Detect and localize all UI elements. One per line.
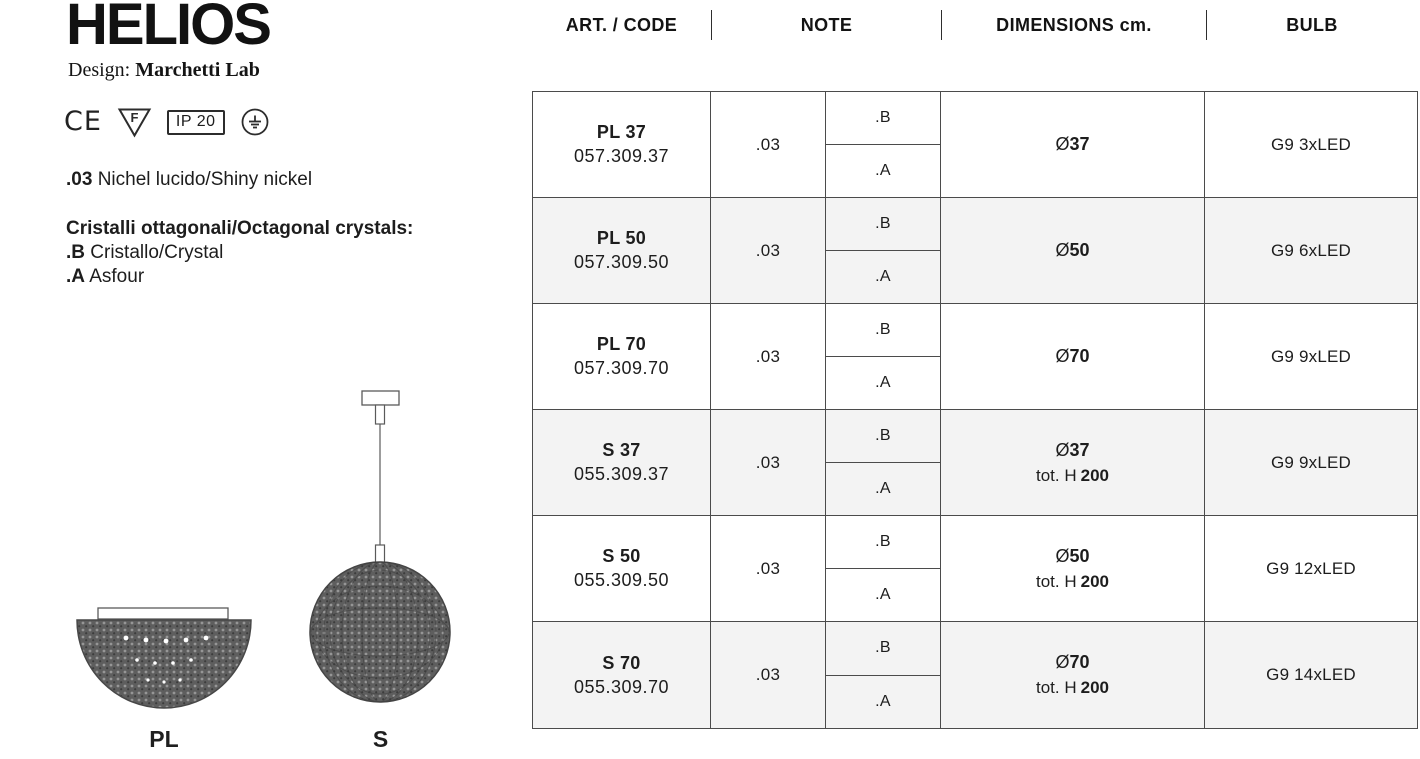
earth-ground-icon bbox=[240, 107, 270, 137]
article-name: S 50 bbox=[602, 546, 641, 566]
cell-bulb: G9 9xLED bbox=[1270, 346, 1352, 366]
header-dimensions: DIMENSIONS cm. bbox=[996, 14, 1152, 35]
finish-info bbox=[66, 169, 312, 191]
table-row bbox=[533, 410, 1417, 516]
diameter-symbol: Ø bbox=[1055, 346, 1070, 366]
crystal-option-bottom: .A bbox=[875, 162, 891, 179]
diameter-symbol: Ø bbox=[1055, 652, 1070, 672]
article-code: 057.309.70 bbox=[573, 358, 670, 378]
height-line bbox=[1036, 466, 1109, 486]
s-pendant-lamp-drawing bbox=[308, 386, 453, 716]
product-title: HELIOS bbox=[66, 0, 270, 57]
article-name: PL 50 bbox=[596, 228, 647, 248]
cell-note: .03 bbox=[711, 516, 826, 621]
cell-crystal-options bbox=[826, 198, 941, 303]
diameter-value: 70 bbox=[1069, 346, 1090, 366]
crystal-option-top: .B bbox=[826, 198, 940, 251]
cell-bulb: G9 9xLED bbox=[1270, 452, 1352, 472]
cell-note: .03 bbox=[711, 198, 826, 303]
cell-note: .03 bbox=[711, 304, 826, 409]
cell-crystal-options bbox=[826, 410, 941, 515]
crystal-option-bottom: .A bbox=[875, 374, 891, 391]
cell-dimensions bbox=[941, 622, 1205, 728]
height-line bbox=[1036, 572, 1109, 592]
finish-text: Nichel lucido/Shiny nickel bbox=[97, 169, 313, 190]
ce-mark-icon: CE bbox=[64, 106, 102, 137]
cell-crystal-options bbox=[826, 622, 941, 728]
article-name: PL 37 bbox=[596, 122, 647, 142]
cell-dimensions bbox=[941, 198, 1205, 303]
crystal-a-code: .A bbox=[66, 266, 85, 287]
article-name: PL 70 bbox=[596, 334, 647, 354]
crystal-option-top: .B bbox=[826, 516, 940, 569]
article-code: 057.309.37 bbox=[573, 146, 670, 166]
cell-dimensions bbox=[941, 410, 1205, 515]
article-code: 057.309.50 bbox=[573, 252, 670, 272]
pl-ceiling-lamp-drawing bbox=[74, 600, 254, 717]
height-prefix: tot. H bbox=[1036, 571, 1077, 591]
crystal-option-top: .B bbox=[826, 410, 940, 463]
designer-name: Marchetti Lab bbox=[135, 59, 260, 81]
table-row bbox=[533, 516, 1417, 622]
crystal-option-bottom: .A bbox=[875, 586, 891, 603]
diameter-value: 37 bbox=[1069, 134, 1090, 154]
finish-code: .03 bbox=[66, 169, 93, 190]
crystals-info bbox=[66, 217, 413, 289]
cell-art-code bbox=[533, 92, 711, 197]
diameter-symbol: Ø bbox=[1055, 240, 1070, 260]
crystal-option-bottom: .A bbox=[875, 480, 891, 497]
design-credit bbox=[68, 59, 260, 82]
height-value: 200 bbox=[1080, 678, 1109, 697]
s-drawing-label: S bbox=[372, 726, 389, 752]
diameter-symbol: Ø bbox=[1055, 134, 1070, 154]
cell-note: .03 bbox=[711, 410, 826, 515]
crystal-option-b bbox=[66, 241, 413, 265]
crystal-option-top: .B bbox=[826, 622, 940, 676]
height-prefix: tot. H bbox=[1036, 465, 1077, 485]
height-prefix: tot. H bbox=[1036, 678, 1077, 697]
article-name: S 37 bbox=[602, 440, 641, 460]
header-note: NOTE bbox=[800, 14, 853, 35]
article-code: 055.309.50 bbox=[573, 570, 670, 590]
crystal-option-a bbox=[66, 265, 413, 289]
design-label: Design: bbox=[68, 59, 131, 81]
table-row bbox=[533, 92, 1417, 198]
crystal-b-code: .B bbox=[66, 242, 85, 263]
table-row bbox=[533, 198, 1417, 304]
diameter-value: 70 bbox=[1069, 652, 1090, 672]
article-code: 055.309.70 bbox=[573, 676, 670, 697]
cell-bulb: G9 12xLED bbox=[1266, 558, 1356, 578]
certification-icons bbox=[64, 105, 270, 139]
article-code: 055.309.37 bbox=[573, 464, 670, 484]
height-value: 200 bbox=[1080, 465, 1109, 485]
diameter-value: 50 bbox=[1069, 545, 1090, 566]
cell-dimensions bbox=[941, 92, 1205, 197]
crystal-b-text: Cristallo/Crystal bbox=[90, 242, 224, 263]
crystal-option-top: .B bbox=[826, 304, 940, 357]
diameter-symbol: Ø bbox=[1055, 545, 1070, 566]
crystal-option-bottom: .A bbox=[875, 268, 891, 285]
crystal-a-text: Asfour bbox=[89, 266, 145, 287]
pl-drawing-label: PL bbox=[149, 726, 179, 752]
cell-bulb: G9 6xLED bbox=[1270, 240, 1352, 260]
header-art-code: ART. / CODE bbox=[565, 14, 678, 35]
height-value: 200 bbox=[1080, 571, 1109, 591]
cell-art-code bbox=[533, 304, 711, 409]
cell-dimensions bbox=[941, 304, 1205, 409]
ip-rating-badge: IP 20 bbox=[167, 110, 225, 135]
cell-art-code bbox=[533, 622, 711, 728]
header-bulb: BULB bbox=[1286, 14, 1338, 35]
cell-art-code bbox=[533, 410, 711, 515]
svg-text:F: F bbox=[130, 109, 139, 125]
cell-crystal-options bbox=[826, 516, 941, 621]
spec-table bbox=[532, 91, 1418, 729]
crystal-option-top: .B bbox=[826, 92, 940, 145]
cell-note: .03 bbox=[711, 92, 826, 197]
height-line bbox=[1036, 678, 1109, 698]
cell-dimensions bbox=[941, 516, 1205, 621]
f-mark-icon bbox=[117, 107, 152, 138]
crystals-heading: Cristalli ottagonali/Octagonal crystals: bbox=[66, 218, 414, 239]
article-name: S 70 bbox=[602, 652, 641, 673]
table-row bbox=[533, 304, 1417, 410]
cell-art-code bbox=[533, 198, 711, 303]
cell-note: .03 bbox=[711, 622, 826, 728]
cell-bulb: G9 14xLED bbox=[1266, 665, 1356, 684]
cell-crystal-options bbox=[826, 92, 941, 197]
table-header bbox=[532, 6, 1418, 44]
table-row bbox=[533, 622, 1417, 728]
diameter-symbol: Ø bbox=[1055, 439, 1070, 460]
diameter-value: 50 bbox=[1069, 240, 1090, 260]
cell-crystal-options bbox=[826, 304, 941, 409]
crystal-option-bottom: .A bbox=[875, 692, 891, 710]
cell-bulb: G9 3xLED bbox=[1270, 134, 1352, 154]
cell-art-code bbox=[533, 516, 711, 621]
diameter-value: 37 bbox=[1069, 439, 1090, 460]
